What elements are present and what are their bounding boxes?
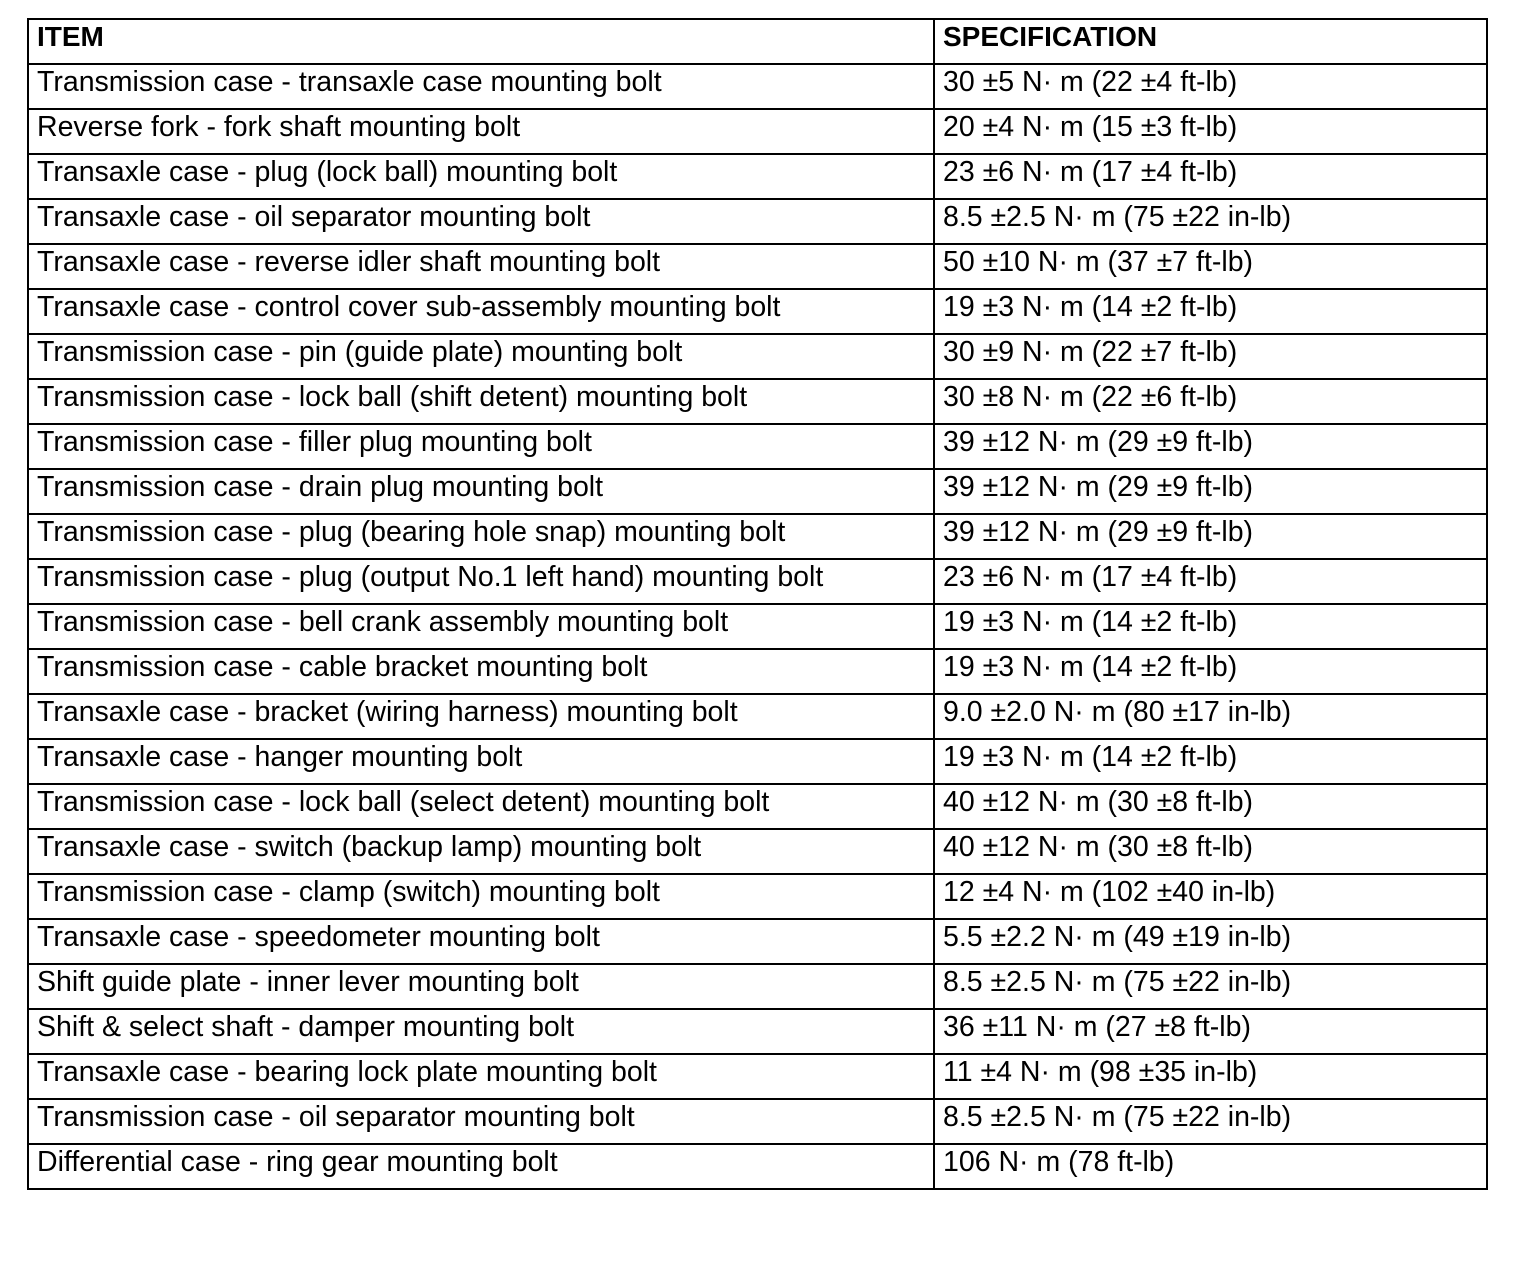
cell-specification: 50 ±10 N· m (37 ±7 ft-lb)	[934, 244, 1487, 289]
cell-specification: 19 ±3 N· m (14 ±2 ft-lb)	[934, 739, 1487, 784]
table-row	[28, 154, 1487, 199]
cell-specification: 40 ±12 N· m (30 ±8 ft-lb)	[934, 829, 1487, 874]
cell-item: Transmission case - drain plug mounting bolt	[28, 469, 934, 514]
cell-specification: 30 ±5 N· m (22 ±4 ft-lb)	[934, 64, 1487, 109]
cell-specification: 23 ±6 N· m (17 ±4 ft-lb)	[934, 559, 1487, 604]
table-row	[28, 109, 1487, 154]
cell-specification: 30 ±8 N· m (22 ±6 ft-lb)	[934, 379, 1487, 424]
table-row	[28, 199, 1487, 244]
cell-item: Transmission case - transaxle case mounting bolt	[28, 64, 934, 109]
cell-item: Transmission case - lock ball (select detent) mounting bolt	[28, 784, 934, 829]
table-row	[28, 1009, 1487, 1054]
table-row	[28, 379, 1487, 424]
table-row	[28, 1144, 1487, 1189]
table-header-row	[28, 19, 1487, 64]
table-row	[28, 874, 1487, 919]
cell-specification: 19 ±3 N· m (14 ±2 ft-lb)	[934, 289, 1487, 334]
table-row	[28, 469, 1487, 514]
cell-item: Transmission case - filler plug mounting bolt	[28, 424, 934, 469]
table-row	[28, 919, 1487, 964]
header-specification: SPECIFICATION	[934, 19, 1487, 64]
table-row	[28, 694, 1487, 739]
cell-item: Transmission case - pin (guide plate) mounting bolt	[28, 334, 934, 379]
cell-item: Transaxle case - control cover sub-assembly mounting bolt	[28, 289, 934, 334]
table-row	[28, 424, 1487, 469]
table-row	[28, 784, 1487, 829]
cell-item: Transaxle case - bearing lock plate mounting bolt	[28, 1054, 934, 1099]
cell-specification: 39 ±12 N· m (29 ±9 ft-lb)	[934, 514, 1487, 559]
cell-specification: 23 ±6 N· m (17 ±4 ft-lb)	[934, 154, 1487, 199]
table-row	[28, 64, 1487, 109]
table-row	[28, 604, 1487, 649]
cell-item: Reverse fork - fork shaft mounting bolt	[28, 109, 934, 154]
cell-specification: 30 ±9 N· m (22 ±7 ft-lb)	[934, 334, 1487, 379]
cell-item: Transmission case - oil separator mounting bolt	[28, 1099, 934, 1144]
table-body	[28, 64, 1487, 1189]
table-row	[28, 964, 1487, 1009]
cell-item: Transaxle case - oil separator mounting bolt	[28, 199, 934, 244]
cell-item: Transaxle case - reverse idler shaft mounting bolt	[28, 244, 934, 289]
cell-item: Transaxle case - switch (backup lamp) mounting bolt	[28, 829, 934, 874]
cell-specification: 8.5 ±2.5 N· m (75 ±22 in-lb)	[934, 1099, 1487, 1144]
cell-item: Transmission case - plug (output No.1 left hand) mounting bolt	[28, 559, 934, 604]
cell-item: Transaxle case - bracket (wiring harness) mounting bolt	[28, 694, 934, 739]
cell-item: Transmission case - lock ball (shift detent) mounting bolt	[28, 379, 934, 424]
table-row	[28, 244, 1487, 289]
cell-specification: 40 ±12 N· m (30 ±8 ft-lb)	[934, 784, 1487, 829]
table-row	[28, 1099, 1487, 1144]
cell-item: Transmission case - bell crank assembly mounting bolt	[28, 604, 934, 649]
cell-specification: 39 ±12 N· m (29 ±9 ft-lb)	[934, 424, 1487, 469]
cell-item: Transaxle case - hanger mounting bolt	[28, 739, 934, 784]
cell-specification: 20 ±4 N· m (15 ±3 ft-lb)	[934, 109, 1487, 154]
cell-specification: 8.5 ±2.5 N· m (75 ±22 in-lb)	[934, 199, 1487, 244]
table-row	[28, 649, 1487, 694]
table-row	[28, 514, 1487, 559]
table-row	[28, 829, 1487, 874]
torque-specification-table	[27, 18, 1488, 1190]
cell-specification: 11 ±4 N· m (98 ±35 in-lb)	[934, 1054, 1487, 1099]
cell-specification: 19 ±3 N· m (14 ±2 ft-lb)	[934, 604, 1487, 649]
cell-item: Transmission case - cable bracket mounting bolt	[28, 649, 934, 694]
table-row	[28, 289, 1487, 334]
cell-specification: 106 N· m (78 ft-lb)	[934, 1144, 1487, 1189]
table-row	[28, 334, 1487, 379]
cell-item: Shift guide plate - inner lever mounting bolt	[28, 964, 934, 1009]
header-item: ITEM	[28, 19, 934, 64]
table-row	[28, 739, 1487, 784]
cell-specification: 39 ±12 N· m (29 ±9 ft-lb)	[934, 469, 1487, 514]
cell-specification: 5.5 ±2.2 N· m (49 ±19 in-lb)	[934, 919, 1487, 964]
cell-item: Differential case - ring gear mounting bolt	[28, 1144, 934, 1189]
cell-item: Transmission case - plug (bearing hole snap) mounting bolt	[28, 514, 934, 559]
cell-specification: 19 ±3 N· m (14 ±2 ft-lb)	[934, 649, 1487, 694]
cell-item: Shift & select shaft - damper mounting bolt	[28, 1009, 934, 1054]
cell-item: Transmission case - clamp (switch) mounting bolt	[28, 874, 934, 919]
table-row	[28, 1054, 1487, 1099]
table-row	[28, 559, 1487, 604]
cell-specification: 36 ±11 N· m (27 ±8 ft-lb)	[934, 1009, 1487, 1054]
cell-item: Transaxle case - plug (lock ball) mounting bolt	[28, 154, 934, 199]
cell-specification: 9.0 ±2.0 N· m (80 ±17 in-lb)	[934, 694, 1487, 739]
cell-specification: 8.5 ±2.5 N· m (75 ±22 in-lb)	[934, 964, 1487, 1009]
cell-specification: 12 ±4 N· m (102 ±40 in-lb)	[934, 874, 1487, 919]
cell-item: Transaxle case - speedometer mounting bolt	[28, 919, 934, 964]
